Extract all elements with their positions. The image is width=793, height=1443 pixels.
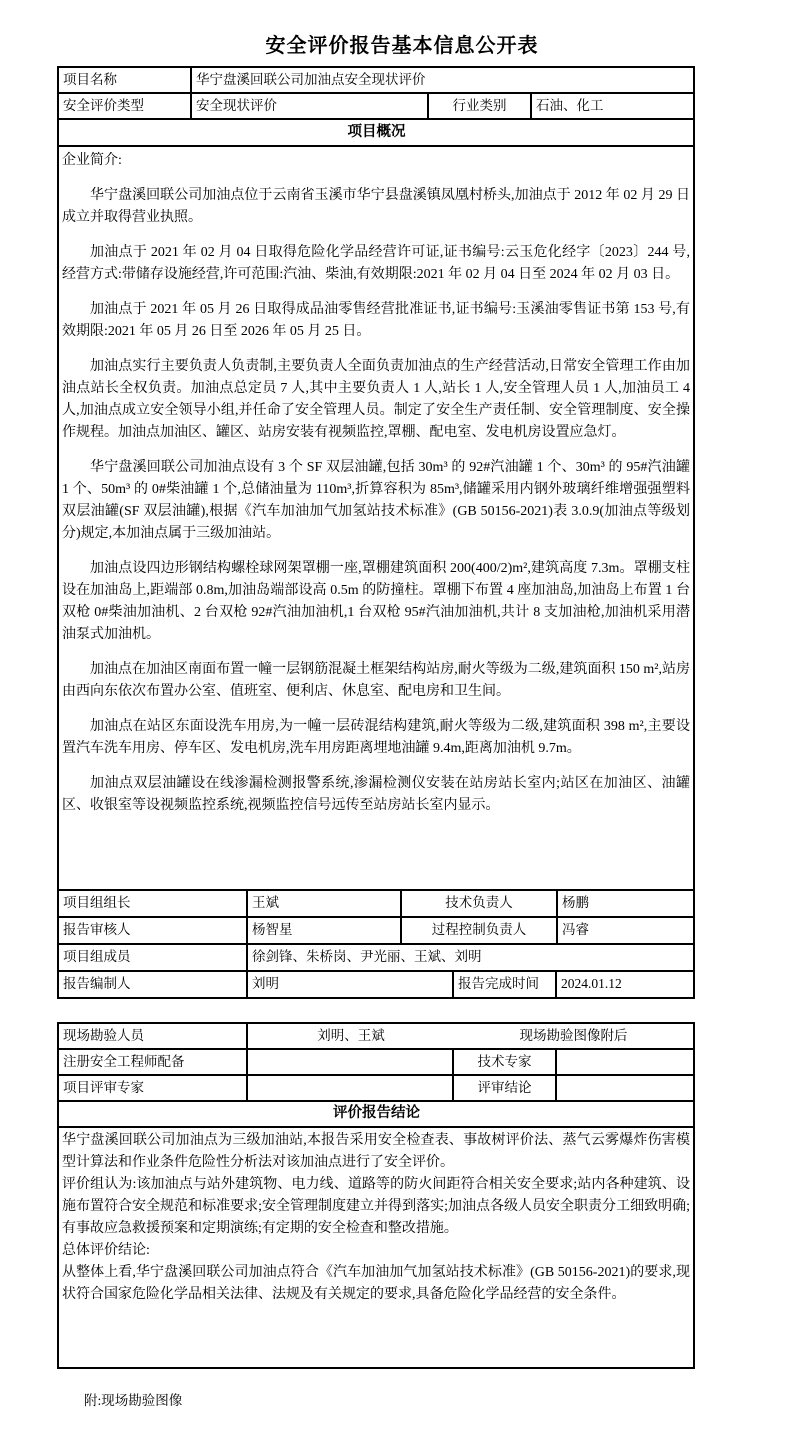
overview-paragraph: 加油点于 2021 年 02 月 04 日取得危险化学品经营许可证,证书编号:云玉危化经字〔2023〕244 号,经营方式:带储存设施经营,许可范围:汽油、柴油,有效期限:2021 年 02 月 04 日至 2024 年 02 月 03 日。 [62,245,690,282]
table-row-eval-type [59,94,693,120]
tech-expert-label: 技术专家 [454,1050,557,1074]
table-row-surveyors [59,1024,693,1050]
overview-paragraph: 加油点在加油区南面布置一幢一层钢筋混凝土框架结构站房,耐火等级为二级,建筑面积 150 m²,站房由西向东依次布置办公室、值班室、便利店、休息室、配电房和卫生间。 [62,662,690,699]
review-expert-value [248,1076,454,1100]
report-author-value: 刘明 [248,972,454,997]
overview-body [59,147,693,889]
eval-type-label: 安全评价类型 [59,94,192,118]
tech-expert-value [557,1050,693,1074]
table-row-project-name [59,68,693,94]
team-members-label: 项目组成员 [59,945,248,970]
overview-paragraph: 华宁盘溪回联公司加油点设有 3 个 SF 双层油罐,包括 30m³ 的 92#汽油罐 1 个、30m³ 的 95#汽油罐 1 个、50m³ 的 0#柴油罐 1 个,总储油量为 110m³,折算容积为 85m³,储罐采用内钢外玻璃纤维增强强塑料双层油罐(SF 双层油罐),根据《汽车加油加气加氢站技术标准》(GB 50156-2021)表 3.0.9(加油点等级划分)规定,本加油点属于三级加油站。 [62,460,690,541]
table-row-safety-engineer [59,1050,693,1076]
review-conclusion-value [557,1076,693,1100]
industry-label: 行业类别 [429,94,532,118]
attachment-note: 附:现场勘验图像 [84,1393,183,1408]
review-conclusion-label: 评审结论 [454,1076,557,1100]
report-reviewer-value: 杨智星 [248,918,402,943]
basic-info-table [57,66,695,999]
team-members-value: 徐剑锋、朱桥岗、尹光丽、王斌、刘明 [252,949,482,965]
process-control-label: 过程控制负责人 [402,918,558,943]
table-row-conclusion-body [59,1128,693,1367]
project-name-value: 华宁盘溪回联公司加油点安全现状评价 [196,71,426,87]
conclusion-header: 评价报告结论 [333,1105,420,1122]
overview-paragraph: 加油点设四边形钢结构螺栓球网架罩棚一座,罩棚建筑面积 200(400/2)m²,建筑高度 7.3m。罩棚支柱设在加油岛上,距端部 0.8m,加油岛端部设高 0.5m 的防撞柱。罩棚下布置 4 座加油岛,加油岛上布置 1 台双枪 0#柴油加油机、2 台双枪 92#汽油加油机,1 台双枪 95#汽油加油机,共计 8 支加油枪,加油机采用潜油泵式加油机。 [62,561,690,642]
team-leader-label: 项目组组长 [59,891,248,916]
table-row-report-author [59,972,693,997]
survey-conclusion-table [57,1022,695,1369]
surveyors-label: 现场勘验人员 [59,1024,248,1048]
table-row-team-leader [59,891,693,918]
table-row-review-expert [59,1076,693,1102]
report-author-label: 报告编制人 [59,972,248,997]
report-date-label: 报告完成时间 [454,972,557,997]
survey-images-note: 现场勘验图像附后 [519,1027,628,1043]
safety-engineer-label: 注册安全工程师配备 [59,1050,248,1074]
surveyors-value: 刘明、王斌 [317,1027,385,1043]
overview-paragraph: 加油点双层油罐设在线渗漏检测报警系统,渗漏检测仪安装在站房站长室内;站区在加油区、油罐区、收银室等设视频监控系统,视频监控信号远传至站房站长室内显示。 [62,776,690,813]
eval-type-value: 安全现状评价 [192,94,429,118]
process-control-value: 冯睿 [562,922,589,938]
overview-paragraph: 企业简介: [62,153,122,168]
table-row-overview-header [59,120,693,147]
conclusion-body [59,1128,693,1367]
review-expert-label: 项目评审专家 [59,1076,248,1100]
overview-header: 项目概况 [347,123,406,140]
overview-paragraph: 华宁盘溪回联公司加油点位于云南省玉溪市华宁县盘溪镇凤凰村桥头,加油点于 2012 年 02 月 29 日成立并取得营业执照。 [62,188,690,225]
conclusion-paragraph: 从整体上看,华宁盘溪回联公司加油点符合《汽车加油加气加氢站技术标准》(GB 50156-2021)的要求,现状符合国家危险化学品相关法律、法规及有关规定的要求,具备危险化学品经营的安全条件。 [62,1265,690,1302]
conclusion-paragraph: 评价组认为:该加油点与站外建筑物、电力线、道路等的防火间距符合相关安全要求;站内各种建筑、设施布置符合安全规范和标准要求;安全管理制度建立并得到落实;加油点各级人员安全职责分工细致明确;有事故应急救援预案和定期演练;有定期的安全检查和整改措施。 [62,1177,690,1236]
page-title: 安全评价报告基本信息公开表 [265,35,539,57]
table-row-team-members [59,945,693,972]
tech-lead-value: 杨鹏 [562,895,589,911]
safety-engineer-value [248,1050,454,1074]
overview-paragraph: 加油点实行主要负责人负责制,主要负责人全面负责加油点的生产经营活动,日常安全管理工作由加油点站长全权负责。加油点总定员 7 人,其中主要负责人 1 人,站长 1 人,安全管理人员 1 人,加油员工 4 人,加油点成立安全领导小组,并任命了安全管理人员。制定了安全生产责任制、安全管理制度、安全操作规程。加油点加油区、罐区、站房安装有视频监控,罩棚、配电室、发电机房设置应急灯。 [62,359,690,440]
table-row-conclusion-header [59,1102,693,1128]
report-date-value: 2024.01.12 [561,976,622,992]
report-reviewer-label: 报告审核人 [59,918,248,943]
conclusion-paragraph: 总体评价结论: [62,1243,150,1258]
table-row-report-reviewer [59,918,693,945]
project-name-label: 项目名称 [59,68,192,92]
conclusion-paragraph: 华宁盘溪回联公司加油点为三级加油站,本报告采用安全检查表、事故树评价法、蒸气云雾爆炸伤害模型计算法和作业条件危险性分析法对该加油点进行了安全评价。 [62,1133,690,1170]
tech-lead-label: 技术负责人 [402,891,558,916]
table-row-overview-body [59,147,693,891]
overview-paragraph: 加油点在站区东面设洗车用房,为一幢一层砖混结构建筑,耐火等级为二级,建筑面积 398 m²,主要设置汽车洗车用房、停车区、发电机房,洗车用房距离埋地油罐 9.4m,距离加油机 9.7m。 [62,719,690,756]
industry-value: 石油、化工 [536,97,604,113]
overview-paragraph: 加油点于 2021 年 05 月 26 日取得成品油零售经营批准证书,证书编号:玉溪油零售证书第 153 号,有效期限:2021 年 05 月 26 日至 2026 年 05 月 25 日。 [62,302,690,339]
team-leader-value: 王斌 [248,891,402,916]
